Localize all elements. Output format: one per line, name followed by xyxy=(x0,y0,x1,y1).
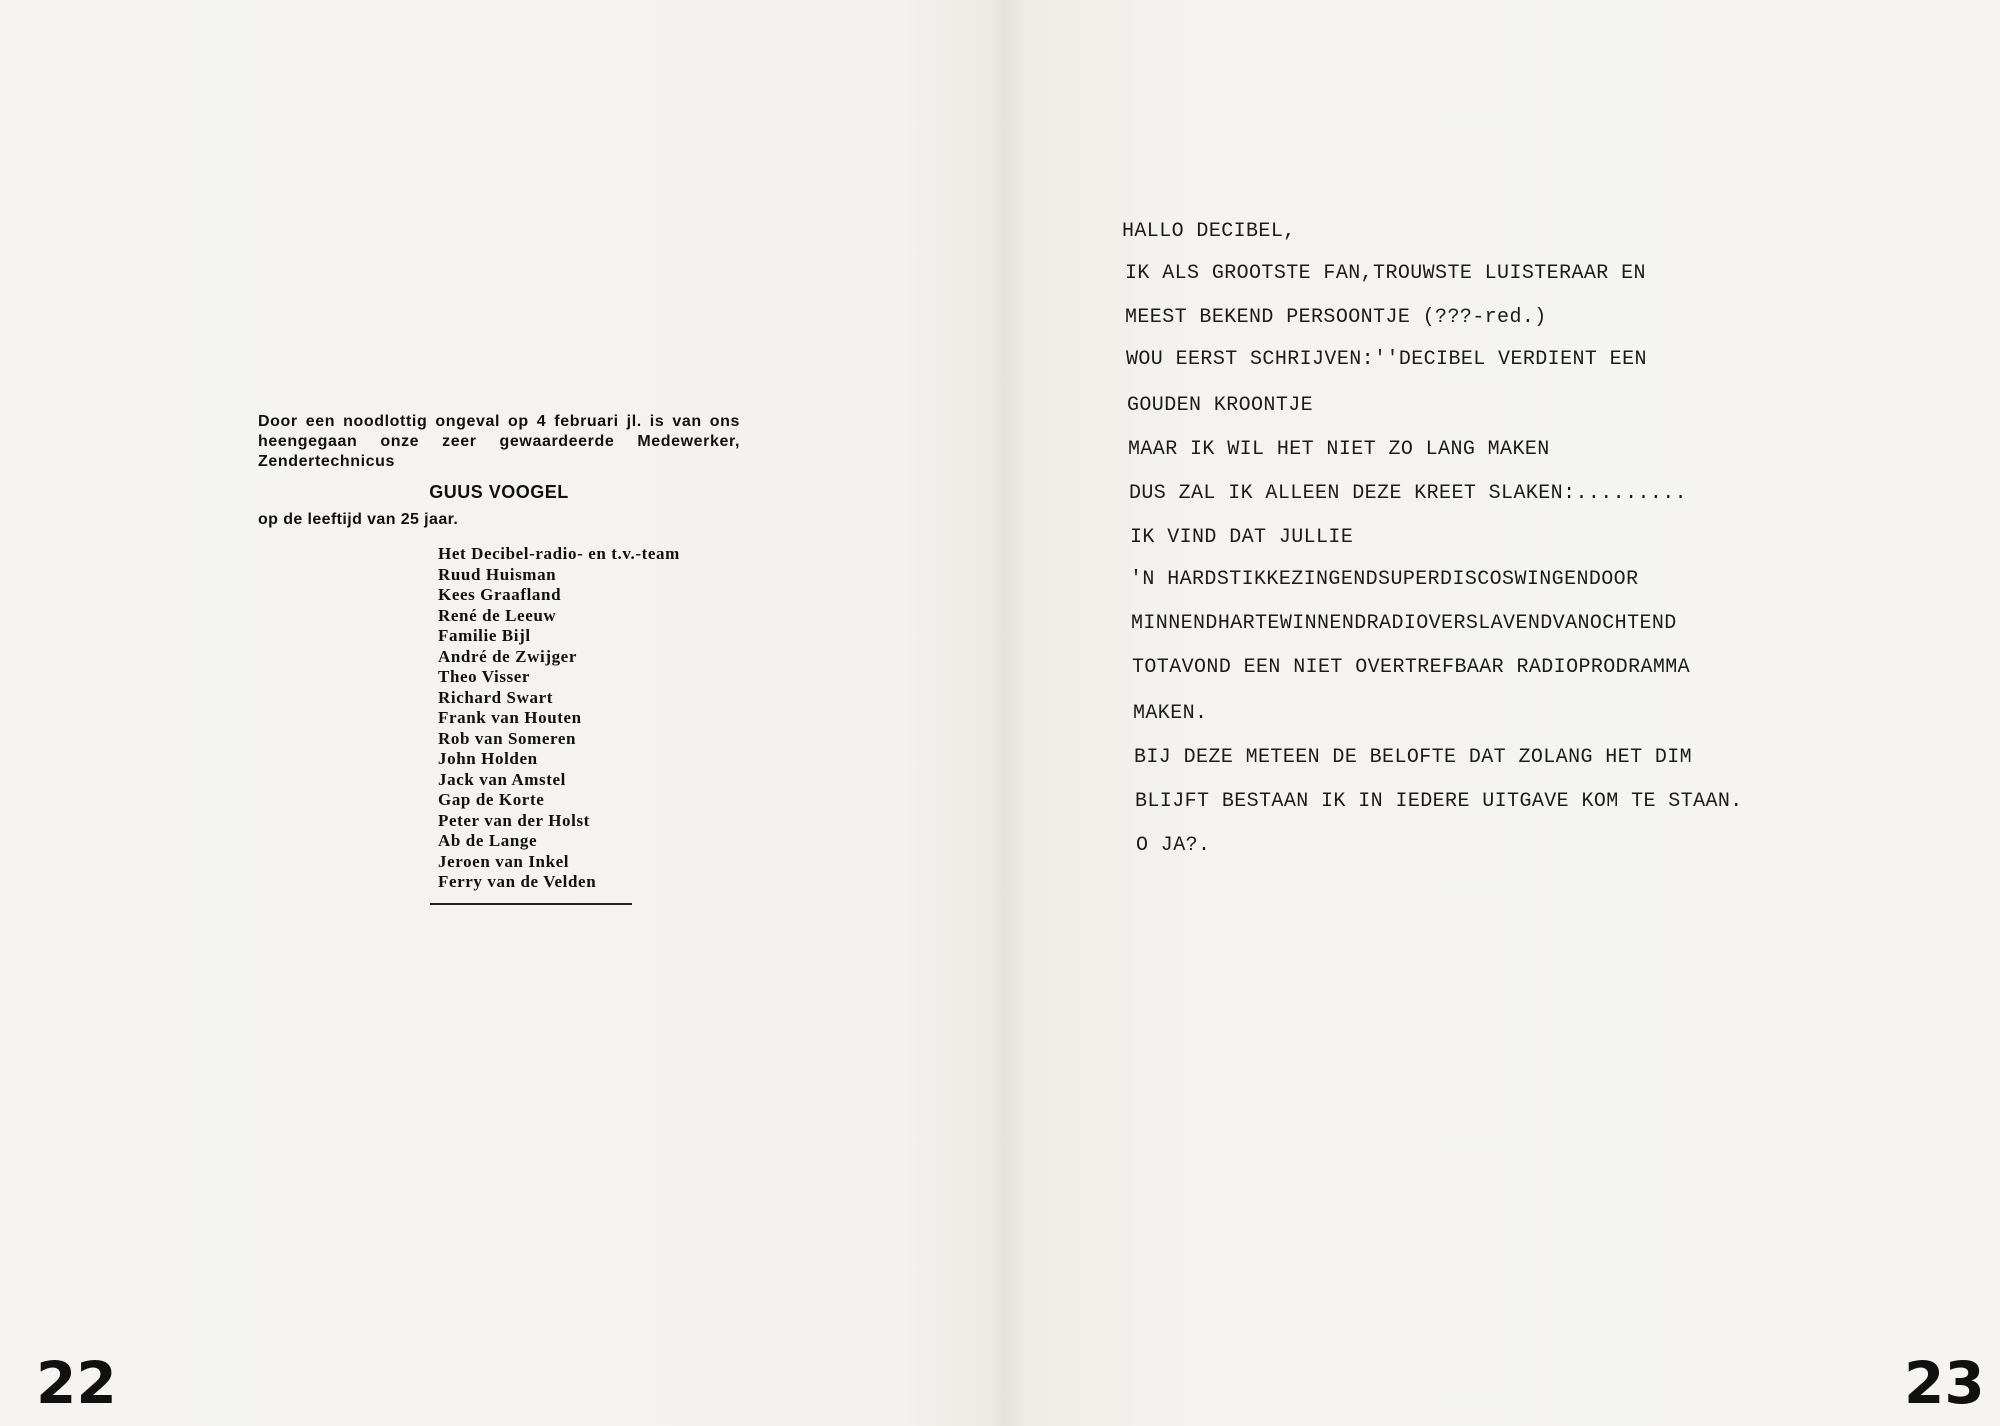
letter-line: HALLO DECIBEL, xyxy=(1122,220,1296,243)
letter-line: IK VIND DAT JULLIE xyxy=(1130,526,1354,549)
signers-list xyxy=(438,544,740,893)
obituary-notice xyxy=(258,412,740,905)
signer: Peter van der Holst xyxy=(438,810,590,830)
signer: Het Decibel-radio- en t.v.-team xyxy=(438,544,680,563)
letter-line: MAKEN. xyxy=(1133,702,1208,725)
letter-line: BLIJFT BESTAAN IK IN IEDERE UITGAVE KOM TE STAAN. xyxy=(1135,790,1743,813)
age-line: op de leeftijd van 25 jaar. xyxy=(258,511,459,528)
letter-line: MAAR IK WIL HET NIET ZO LANG MAKEN xyxy=(1128,438,1550,461)
signer: Richard Swart xyxy=(438,687,553,707)
signer: Kees Graafland xyxy=(438,585,562,604)
letter-line: WOU EERST SCHRIJVEN:''DECIBEL VERDIENT EEN xyxy=(1126,348,1647,371)
letter-line: O JA?. xyxy=(1136,834,1211,857)
page-number-right: 23 xyxy=(1904,1349,1985,1417)
obituary-intro: Door een noodlottig ongeval op 4 februari jl. is van ons heengegaan onze zeer gewaardeerde Medewerker, Zendertechnicus xyxy=(258,413,740,470)
deceased-name: GUUS VOOGEL xyxy=(429,482,569,502)
signer: André de Zwijger xyxy=(438,646,577,666)
letter-line: MINNENDHARTEWINNENDRADIOVERSLAVENDVANOCHTEND xyxy=(1131,612,1677,635)
signer: Theo Visser xyxy=(438,667,531,686)
page-number-left: 22 xyxy=(36,1349,117,1417)
letter-line: DUS ZAL IK ALLEEN DEZE KREET SLAKEN:......... xyxy=(1129,482,1688,505)
signer: Jeroen van Inkel xyxy=(438,851,570,871)
letter-line: IK ALS GROOTSTE FAN,TROUWSTE LUISTERAAR EN xyxy=(1125,262,1646,285)
signer: Ferry van de Velden xyxy=(438,872,597,891)
letter-line: GOUDEN KROONTJE xyxy=(1127,394,1314,417)
signer: Jack van Amstel xyxy=(438,769,566,789)
signer: John Holden xyxy=(438,749,538,768)
signer: Frank van Houten xyxy=(438,708,582,727)
letter-line: 'N HARDSTIKKEZINGENDSUPERDISCOSWINGENDOOR xyxy=(1130,568,1639,591)
letter-line: MEEST BEKEND PERSOONTJE (???-red.) xyxy=(1125,306,1547,329)
letter-line: BIJ DEZE METEEN DE BELOFTE DAT ZOLANG HET DIM xyxy=(1134,746,1693,769)
signer: Gap de Korte xyxy=(438,790,545,809)
signer: Ab de Lange xyxy=(438,831,538,850)
letter-line: TOTAVOND EEN NIET OVERTREFBAAR RADIOPRODRAMMA xyxy=(1132,656,1691,679)
signer: Familie Bijl xyxy=(438,626,531,645)
signer: Rob van Someren xyxy=(438,728,577,748)
signer: René de Leeuw xyxy=(438,605,557,625)
closing-rule xyxy=(430,903,632,905)
signer: Ruud Huisman xyxy=(438,564,557,584)
